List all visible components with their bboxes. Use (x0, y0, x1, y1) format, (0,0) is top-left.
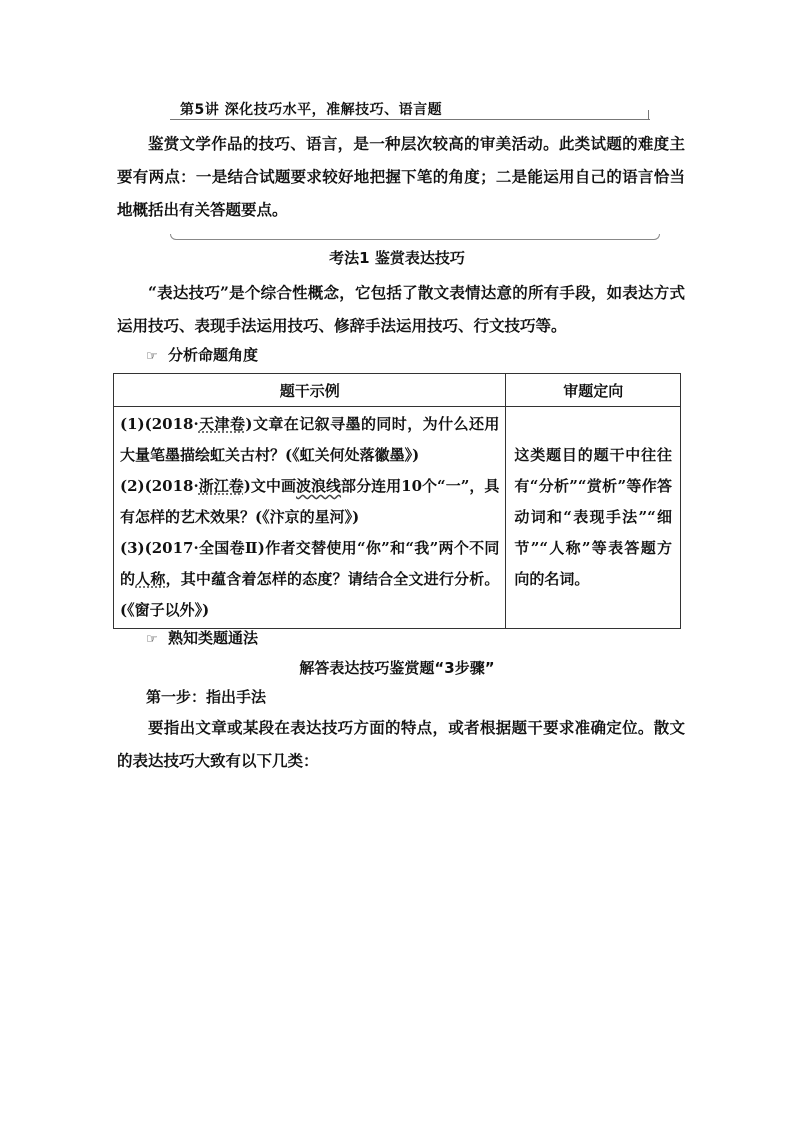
pointing-hand-icon: ☞ (146, 632, 158, 647)
example-item-3: (3)(2017·全国卷Ⅱ)作者交替使用“你”和“我”两个不同的人称，其中蕴含着怎样的态度？请结合全文进行分析。(《窗子以外》) (120, 539, 500, 619)
step1-title: 第一步：指出手法 (146, 688, 267, 706)
section-title: 考法1 鉴赏表达技巧 (329, 249, 465, 267)
dotted-phrase: 人称 (135, 570, 166, 588)
header-rule-tick (648, 110, 649, 120)
steps-title: 解答表达技巧鉴赏题“3步骤” (299, 659, 495, 677)
example-cell (114, 407, 506, 629)
section-separator (170, 234, 660, 240)
header-rule (170, 119, 650, 120)
direction-cell: 这类题目的题干中往往有“分析”“赏析”等作答动词和“表现手法”“细节”“人称”等表答题方向的名词。 (506, 407, 681, 629)
bullet-analysis (146, 344, 258, 365)
step1-body: 要指出文章或某段在表达技巧方面的特点，或者根据题干要求准确定位。散文的表达技巧大致有以下几类： (117, 718, 685, 770)
chapter-title: 第5讲 深化技巧水平，准解技巧、语言题 (180, 102, 443, 118)
example-item-2: (2)(2018·浙江卷)文中画波浪线部分连用10个“一”，具有怎样的艺术效果？(《汴京的星河》) (120, 477, 500, 526)
pointing-hand-icon: ☞ (146, 349, 158, 364)
bullet-analysis-label: 分析命题角度 (168, 346, 259, 364)
table-header-example: 题干示例 (114, 374, 506, 407)
table-row (114, 407, 681, 629)
question-table (113, 373, 681, 629)
source-label: 天津卷 (198, 415, 246, 433)
intro-paragraph: 鉴赏文学作品的技巧、语言，是一种层次较高的审美活动。此类试题的难度主要有两点：一是结合试题要求较好地把握下笔的角度；二是能运用自己的语言恰当地概括出有关答题要点。 (117, 134, 685, 219)
table-header-direction: 审题定向 (506, 374, 681, 407)
bullet-familiar (146, 627, 258, 648)
wavy-phrase: 波浪线 (295, 477, 342, 495)
section-body: “表达技巧”是个综合性概念，它包括了散文表情达意的所有手段，如表达方式运用技巧、表现手法运用技巧、修辞手法运用技巧、行文技巧等。 (117, 283, 685, 335)
source-label: 浙江卷 (198, 477, 244, 495)
bullet-familiar-label: 熟知类题通法 (168, 629, 259, 647)
example-item-1: (1)(2018·天津卷)文章在记叙寻墨的同时，为什么还用大量笔墨描绘虹关古村？(《虹关何处落徽墨》) (120, 415, 500, 464)
table-header-row (114, 374, 681, 407)
